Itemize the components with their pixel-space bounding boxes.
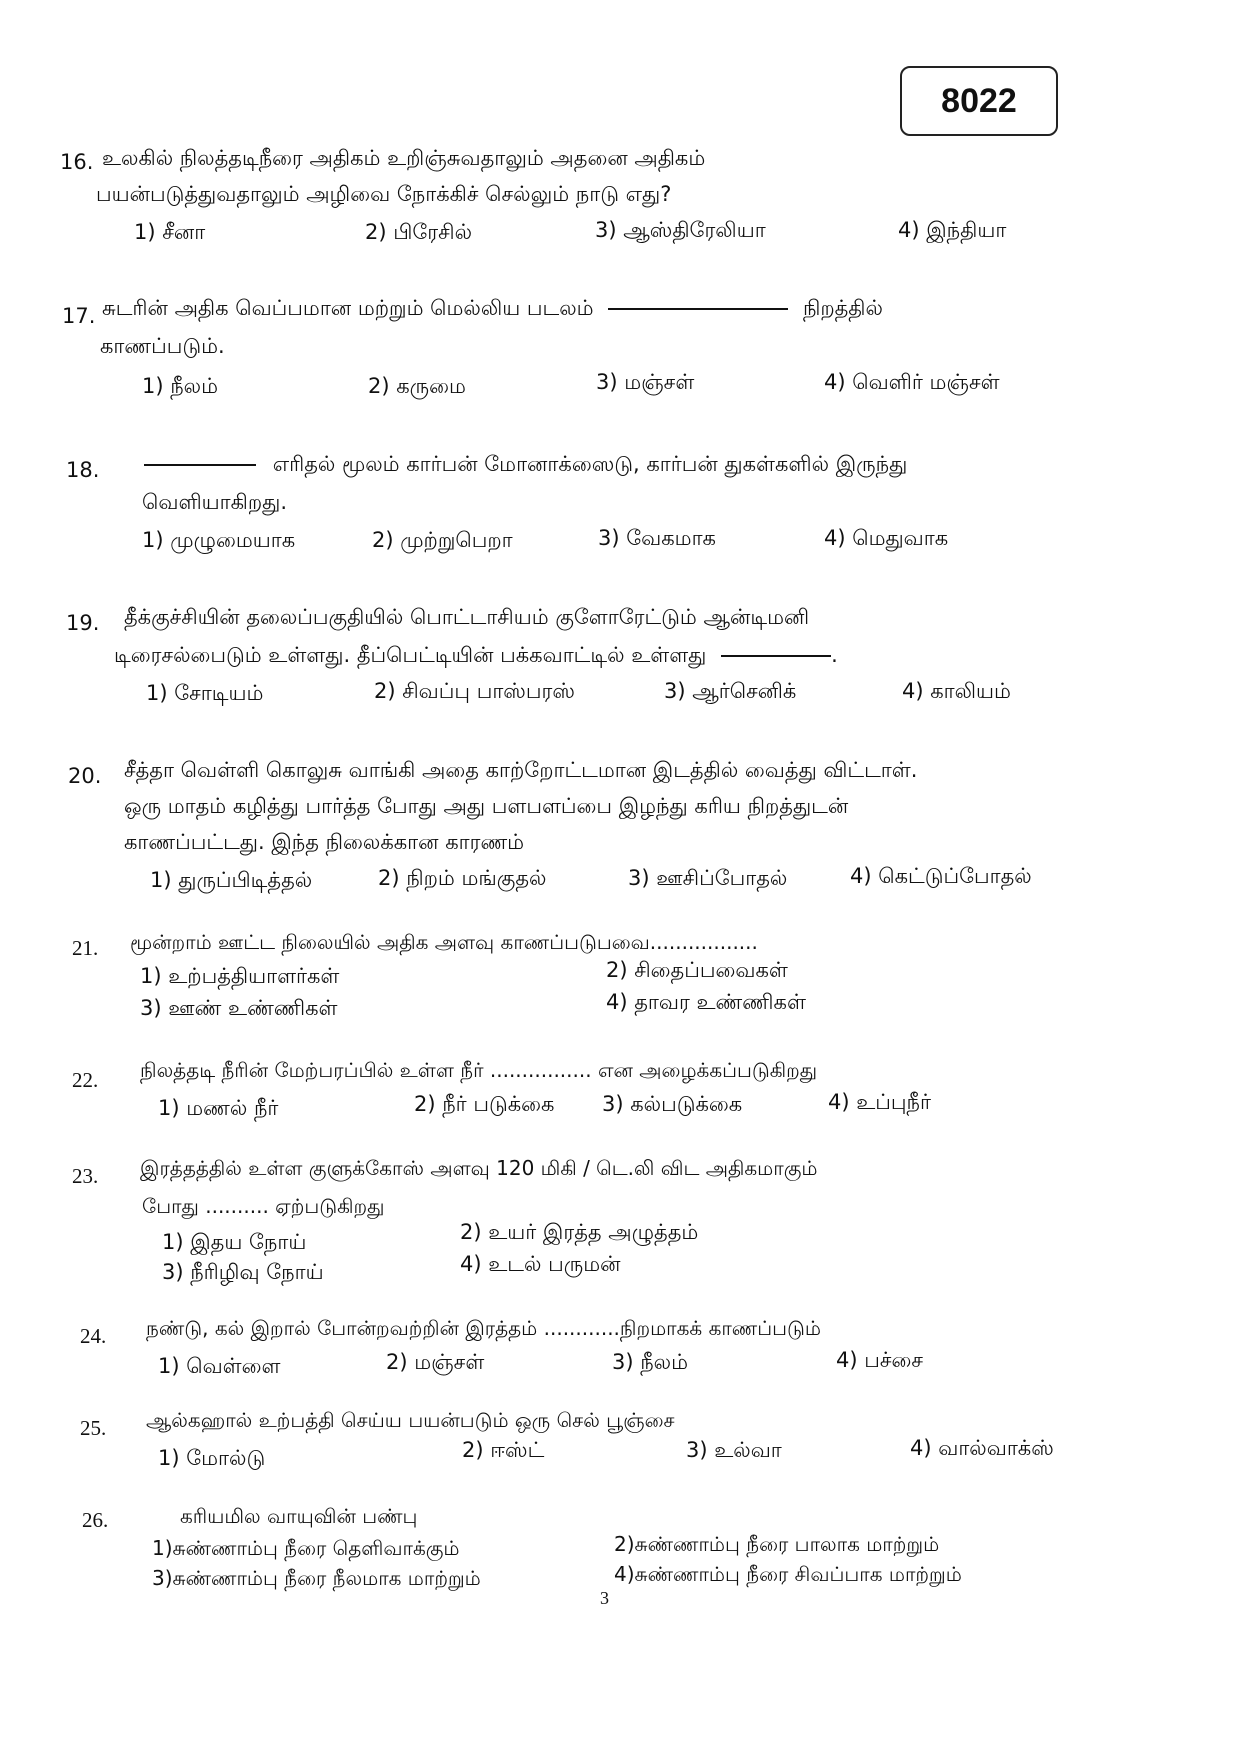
option-1: 1)சுண்ணாம்பு நீரை தெளிவாக்கும் (152, 1536, 460, 1560)
question-number: 17. (62, 304, 96, 328)
option-1: 1) உற்பத்தியாளர்கள் (140, 964, 340, 988)
question-text-line-1: மூன்றாம் ஊட்ட நிலையில் அதிக அளவு காணப்படுபவை................. (130, 930, 758, 954)
paper-code: 8022 (941, 81, 1017, 120)
option-2: 2)சுண்ணாம்பு நீரை பாலாக மாற்றும் (614, 1532, 940, 1556)
option-3: 3) உல்வா (686, 1438, 782, 1462)
question-text-line-1: உலகில் நிலத்தடிநீரை அதிகம் உறிஞ்சுவதாலும் அதனை அதிகம் (102, 146, 706, 170)
question-text-after-blank: எரிதல் மூலம் கார்பன் மோனாக்ஸைடு, கார்பன் துகள்களில் இருந்து (272, 452, 908, 476)
question-number: 18. (66, 458, 100, 482)
option-3: 3) ஊண் உண்ணிகள் (140, 996, 338, 1020)
option-4: 4) மெதுவாக (824, 526, 949, 550)
option-4: 4) தாவர உண்ணிகள் (606, 990, 806, 1014)
question-text-line-1 (102, 296, 883, 323)
option-4: 4) இந்தியா (898, 218, 1007, 242)
option-1: 1) சீனா (134, 220, 206, 244)
answer-blank (144, 464, 256, 466)
option-3: 3) வேகமாக (598, 526, 716, 550)
question-text-line-2: பயன்படுத்துவதாலும் அழிவை நோக்கிச் செல்லும் நாடு எது? (96, 182, 672, 206)
option-4: 4) உப்புநீர் (828, 1090, 931, 1114)
question-text-line-1: கரியமில வாயுவின் பண்பு (180, 1504, 418, 1528)
answer-blank (721, 655, 831, 657)
question-text-before-blank: சுடரின் அதிக வெப்பமான மற்றும் மெல்லிய படலம் (102, 296, 594, 320)
option-1: 1) துருப்பிடித்தல் (150, 868, 313, 892)
option-3: 3) கல்படுக்கை (602, 1092, 743, 1116)
option-4: 4) உடல் பருமன் (460, 1252, 621, 1276)
question-number: 23. (72, 1164, 99, 1188)
question-text-line-1: சீத்தா வெள்ளி கொலுசு வாங்கி அதை காற்றோட்டமான இடத்தில் வைத்து விட்டாள். (124, 758, 918, 782)
question-number: 22. (72, 1068, 99, 1092)
option-2: 2) சிவப்பு பாஸ்பரஸ் (374, 679, 575, 703)
question-text-line-1: இரத்தத்தில் உள்ள குளுக்கோஸ் அளவு 120 மிகி / டெ.லி விட அதிகமாகும் (140, 1156, 818, 1180)
option-3: 3) மஞ்சள் (596, 370, 695, 394)
option-2: 2) சிதைப்பவைகள் (606, 958, 788, 982)
option-4: 4) வெளிர் மஞ்சள் (824, 370, 1000, 394)
question-number: 20. (68, 764, 102, 788)
option-1: 1) முழுமையாக (142, 528, 296, 552)
question-text-line-1: நிலத்தடி நீரின் மேற்பரப்பில் உள்ள நீர் ................ என அழைக்கப்படுகிறது (140, 1058, 818, 1082)
question-number: 24. (80, 1324, 107, 1348)
question-text-line-2 (114, 643, 838, 670)
paper-code-box (900, 66, 1058, 136)
option-1: 1) இதய நோய் (162, 1230, 307, 1254)
question-text-line-1: நண்டு, கல் இறால் போன்றவற்றின் இரத்தம் ............நிறமாகக் காணப்படும் (146, 1316, 821, 1340)
question-number: 26. (82, 1508, 109, 1532)
option-2: 2) நிறம் மங்குதல் (378, 866, 547, 890)
question-text-line-2: காணப்படும். (100, 334, 225, 358)
option-4: 4)சுண்ணாம்பு நீரை சிவப்பாக மாற்றும் (614, 1562, 962, 1586)
option-3: 3) ஊசிப்போதல் (628, 866, 788, 890)
question-text-after-blank: . (831, 643, 838, 667)
option-1: 1) சோடியம் (146, 681, 264, 705)
question-text-after-blank: நிறத்தில் (802, 296, 883, 320)
option-3: 3) நீலம் (612, 1350, 689, 1374)
question-text-before-blank: டிரைசல்பைடும் உள்ளது. தீப்பெட்டியின் பக்கவாட்டில் உள்ளது (114, 643, 707, 667)
option-1: 1) மோல்டு (158, 1446, 266, 1470)
option-2: 2) முற்றுபெறா (372, 528, 513, 552)
question-text-line-1: தீக்குச்சியின் தலைப்பகுதியில் பொட்டாசியம் குளோரேட்டும் ஆன்டிமனி (124, 605, 810, 629)
option-3: 3) ஆர்செனிக் (664, 679, 797, 703)
option-1: 1) நீலம் (142, 374, 219, 398)
page-number: 3 (600, 1588, 609, 1608)
option-2: 2) மஞ்சள் (386, 1350, 485, 1374)
option-4: 4) கெட்டுப்போதல் (850, 864, 1032, 888)
option-3: 3)சுண்ணாம்பு நீரை நீலமாக மாற்றும் (152, 1566, 481, 1590)
question-text-line-2: போது .......... ஏற்படுகிறது (142, 1194, 385, 1218)
question-text-line-1 (144, 452, 907, 479)
question-text-line-2: வெளியாகிறது. (142, 490, 288, 514)
question-number: 25. (80, 1416, 107, 1440)
option-4: 4) காலியம் (902, 679, 1011, 703)
option-4: 4) வால்வாக்ஸ் (910, 1436, 1054, 1460)
option-3: 3) நீரிழிவு நோய் (162, 1260, 324, 1284)
option-3: 3) ஆஸ்திரேலியா (595, 218, 766, 242)
option-2: 2) கருமை (368, 374, 466, 398)
question-text-line-2: ஒரு மாதம் கழித்து பார்த்த போது அது பளபளப்பை இழந்து கரிய நிறத்துடன் (124, 794, 849, 818)
option-1: 1) மணல் நீர் (158, 1096, 279, 1120)
option-2: 2) உயர் இரத்த அழுத்தம் (460, 1220, 699, 1244)
option-1: 1) வெள்ளை (158, 1354, 281, 1378)
answer-blank (608, 308, 788, 310)
option-2: 2) பிரேசில் (365, 220, 473, 244)
question-text-line-1: ஆல்கஹால் உற்பத்தி செய்ய பயன்படும் ஒரு செல் பூஞ்சை (146, 1408, 675, 1432)
question-text-line-3: காணப்பட்டது. இந்த நிலைக்கான காரணம் (124, 830, 525, 854)
question-number: 21. (72, 936, 99, 960)
question-number: 16. (60, 150, 94, 174)
option-4: 4) பச்சை (836, 1348, 923, 1372)
option-2: 2) நீர் படுக்கை (414, 1092, 555, 1116)
option-2: 2) ஈஸ்ட் (462, 1438, 545, 1462)
question-number: 19. (66, 611, 100, 635)
